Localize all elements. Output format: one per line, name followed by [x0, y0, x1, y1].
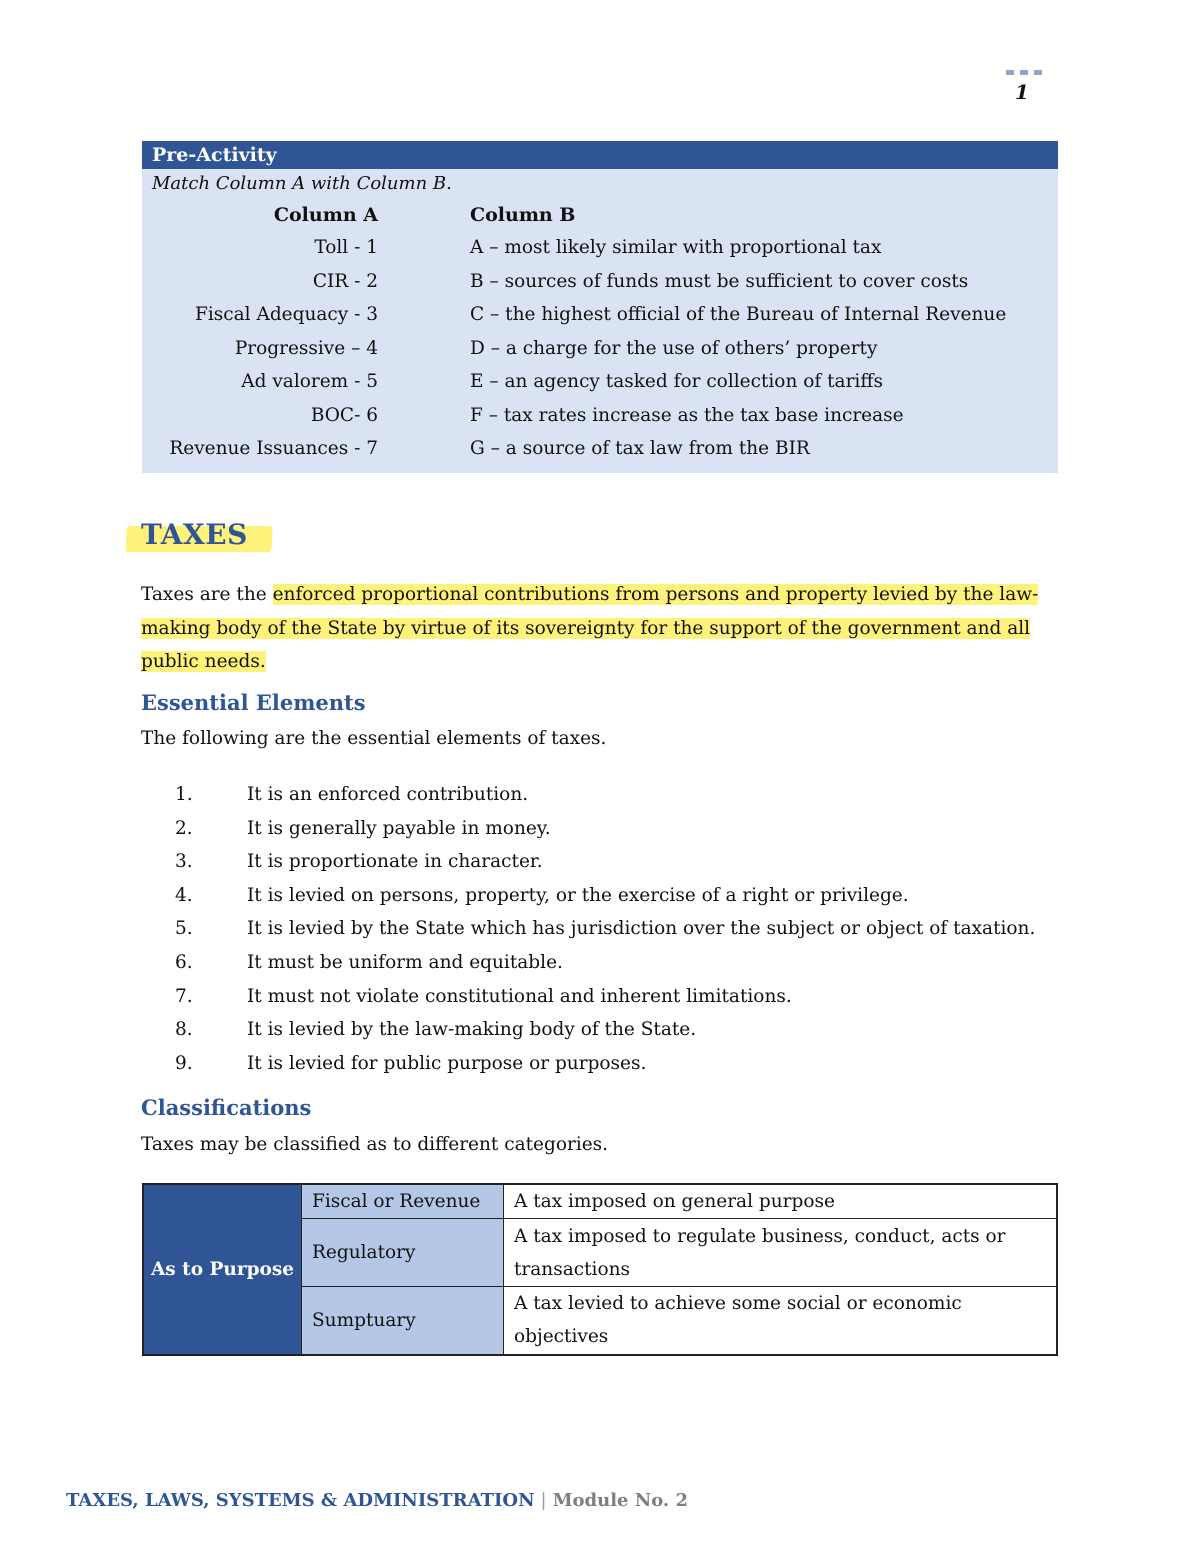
list-text: It must be uniform and equitable.: [247, 951, 563, 973]
match-row: [142, 432, 1058, 466]
type-cell: Regulatory: [302, 1219, 504, 1287]
list-text: It is levied on persons, property, or the exercise of a right or privilege.: [247, 884, 909, 906]
column-b-item: A – most likely similar with proportional tax: [470, 237, 882, 258]
pre-activity-heading: Pre-Activity: [142, 141, 1058, 169]
table-row: [143, 1184, 1057, 1219]
list-text: It is levied by the law-making body of the State.: [247, 1019, 697, 1041]
section-title: TAXES: [141, 518, 248, 551]
classifications-heading: Classifications: [141, 1095, 312, 1120]
list-item: [175, 778, 1035, 812]
match-row: [142, 399, 1058, 433]
list-item: [175, 980, 1035, 1014]
column-a-item: Progressive – 4: [234, 337, 378, 359]
match-row: [142, 231, 1058, 265]
column-a-item: Revenue Issuances - 7: [169, 438, 378, 459]
column-a-item: BOC- 6: [310, 404, 378, 426]
column-b-header: Column B: [470, 204, 576, 226]
list-item: [175, 845, 1035, 879]
page-number: 1: [1015, 80, 1029, 104]
list-item: [175, 946, 1035, 980]
footer: [66, 1490, 688, 1511]
classifications-intro: Taxes may be classified as to different categories.: [141, 1134, 609, 1155]
column-a-item: CIR - 2: [312, 270, 378, 292]
list-number: 4.: [175, 884, 193, 906]
description-cell: A tax levied to achieve some social or economic objectives: [504, 1287, 1058, 1355]
footer-title: TAXES, LAWS, SYSTEMS & ADMINISTRATION: [66, 1490, 535, 1511]
definition-prefix: Taxes are the: [141, 584, 273, 605]
list-number: 6.: [175, 951, 193, 973]
column-headers: [142, 199, 1058, 231]
essential-elements-list: [175, 778, 1035, 1080]
description-cell: A tax imposed to regulate business, conduct, acts or transactions: [504, 1219, 1058, 1287]
match-row: [142, 265, 1058, 299]
pre-activity-instruction: Match Column A with Column B.: [152, 173, 452, 194]
match-row: [142, 332, 1058, 366]
column-b-item: C – the highest official of the Bureau of Internal Revenue: [470, 304, 1007, 325]
list-item: [175, 812, 1035, 846]
classification-table: [142, 1183, 1058, 1356]
list-text: It must not violate constitutional and inherent limitations.: [247, 985, 792, 1007]
definition-highlight: public needs.: [141, 651, 266, 672]
footer-separator: |: [540, 1490, 547, 1511]
match-row: [142, 298, 1058, 332]
essential-elements-heading: Essential Elements: [141, 690, 366, 715]
list-item: [175, 1013, 1035, 1047]
column-a-header: Column A: [273, 204, 378, 226]
type-cell: Fiscal or Revenue: [302, 1184, 504, 1219]
list-number: 3.: [175, 851, 193, 873]
definition-highlight: making body of the State by virtue of its sovereignty for the support of the government and all: [141, 617, 1031, 639]
list-text: It is levied for public purpose or purposes.: [247, 1052, 647, 1074]
list-item: [175, 912, 1035, 946]
list-number: 9.: [175, 1052, 193, 1074]
definition-highlight: enforced proportional contributions from persons and property levied by the law-: [272, 584, 1039, 605]
list-number: 1.: [175, 784, 193, 805]
column-b-item: E – an agency tasked for collection of tariffs: [470, 371, 883, 392]
essential-elements-intro: The following are the essential elements of taxes.: [141, 728, 607, 749]
match-row: [142, 365, 1058, 399]
list-item: [175, 879, 1035, 913]
description-cell: A tax imposed on general purpose: [504, 1184, 1058, 1219]
footer-module: Module No. 2: [552, 1490, 688, 1511]
list-item: [175, 1047, 1035, 1081]
list-text: It is an enforced contribution.: [247, 784, 529, 805]
column-b-item: F – tax rates increase as the tax base increase: [470, 404, 904, 426]
pre-activity-box: [142, 141, 1058, 473]
list-number: 7.: [175, 985, 193, 1007]
category-cell: As to Purpose: [143, 1184, 302, 1355]
list-text: It is generally payable in money.: [247, 817, 551, 839]
list-number: 2.: [175, 817, 193, 839]
page-number-decoration: [1006, 70, 1042, 75]
column-b-item: D – a charge for the use of others’ property: [470, 337, 878, 359]
list-number: 5.: [175, 918, 193, 940]
type-cell: Sumptuary: [302, 1287, 504, 1355]
list-number: 8.: [175, 1019, 193, 1041]
column-a-item: Ad valorem - 5: [241, 371, 378, 392]
column-b-item: B – sources of funds must be sufficient to cover costs: [470, 270, 969, 292]
list-text: It is levied by the State which has jurisdiction over the subject or object of taxation.: [247, 918, 1036, 940]
column-a-item: Fiscal Adequacy - 3: [195, 304, 378, 325]
column-a-item: Toll - 1: [314, 237, 378, 258]
column-b-item: G – a source of tax law from the BIR: [470, 438, 810, 459]
list-text: It is proportionate in character.: [247, 851, 543, 873]
taxes-definition: [141, 578, 1061, 679]
